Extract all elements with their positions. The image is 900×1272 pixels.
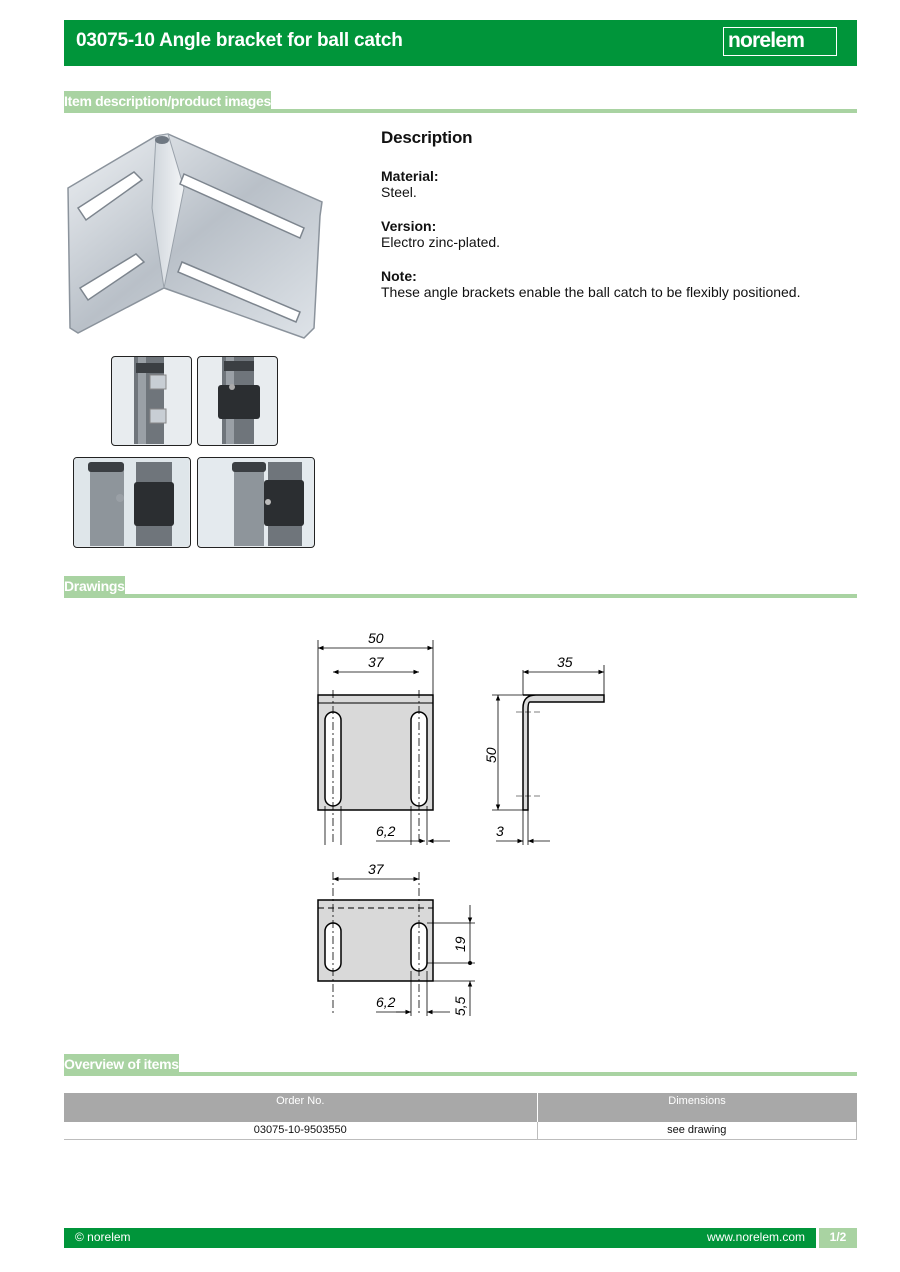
dim-bottom-slot-offset: 5,5 <box>452 996 468 1016</box>
dim-bottom-slot-length: 19 <box>452 936 468 952</box>
order-no-cell: 03075-10-9503550 <box>64 1122 537 1139</box>
page-footer <box>64 1228 816 1248</box>
dim-bottom-hole-spacing: 37 <box>368 861 384 877</box>
norelem-logo <box>723 27 837 56</box>
section-bar <box>64 1072 857 1076</box>
section-bar <box>64 594 857 598</box>
application-image-1-graphic <box>112 357 190 444</box>
table-row <box>64 1122 857 1139</box>
material-value: Steel. <box>381 184 417 200</box>
page-number: 1/2 <box>819 1228 857 1248</box>
dim-front-width: 50 <box>368 630 384 646</box>
description-heading: Description <box>381 128 473 147</box>
dim-side-height: 50 <box>483 747 499 763</box>
note-value: These angle brackets enable the ball catch to be flexibly positioned. <box>381 284 801 300</box>
application-image-4 <box>197 457 315 548</box>
dim-side-thickness: 3 <box>496 823 504 839</box>
product-image-bracket <box>64 128 326 343</box>
section-drawings <box>64 576 857 598</box>
material-label: Material: <box>381 168 439 184</box>
technical-drawing <box>300 620 620 1030</box>
table-header-row <box>64 1093 857 1122</box>
application-image-1 <box>111 356 192 446</box>
application-image-4-graphic <box>198 458 313 546</box>
section-overview <box>64 1054 857 1076</box>
website-link[interactable]: www.norelem.com <box>706 1230 805 1244</box>
section-overview-label: Overview of items <box>64 1054 179 1076</box>
application-image-2 <box>197 356 278 446</box>
application-image-3 <box>73 457 191 548</box>
page-title: 03075-10 Angle bracket for ball catch <box>76 30 403 51</box>
page-header <box>64 20 857 66</box>
dim-side-flange: 35 <box>557 654 573 670</box>
dimensions-cell: see drawing <box>537 1122 857 1139</box>
logo-text: norelem <box>728 29 805 52</box>
version-label: Version: <box>381 218 437 234</box>
note-label: Note: <box>381 268 417 284</box>
items-table <box>64 1093 857 1140</box>
dim-bottom-slot-width: 6,2 <box>376 994 396 1010</box>
version-value: Electro zinc-plated. <box>381 234 501 250</box>
dim-front-hole-spacing: 37 <box>368 654 384 670</box>
bottom-view <box>318 861 475 1016</box>
application-image-3-graphic <box>74 458 189 546</box>
dim-front-slot-width: 6,2 <box>376 823 396 839</box>
col-dimensions: Dimensions <box>537 1093 857 1122</box>
section-images <box>64 91 857 113</box>
side-view <box>483 654 604 845</box>
application-image-2-graphic <box>198 357 276 444</box>
front-view <box>318 630 450 845</box>
section-drawings-label: Drawings <box>64 576 125 598</box>
copyright-text: © norelem <box>75 1230 131 1244</box>
description-block <box>381 128 851 318</box>
section-images-label: Item description/product images <box>64 91 271 113</box>
col-order-no: Order No. <box>64 1093 537 1122</box>
